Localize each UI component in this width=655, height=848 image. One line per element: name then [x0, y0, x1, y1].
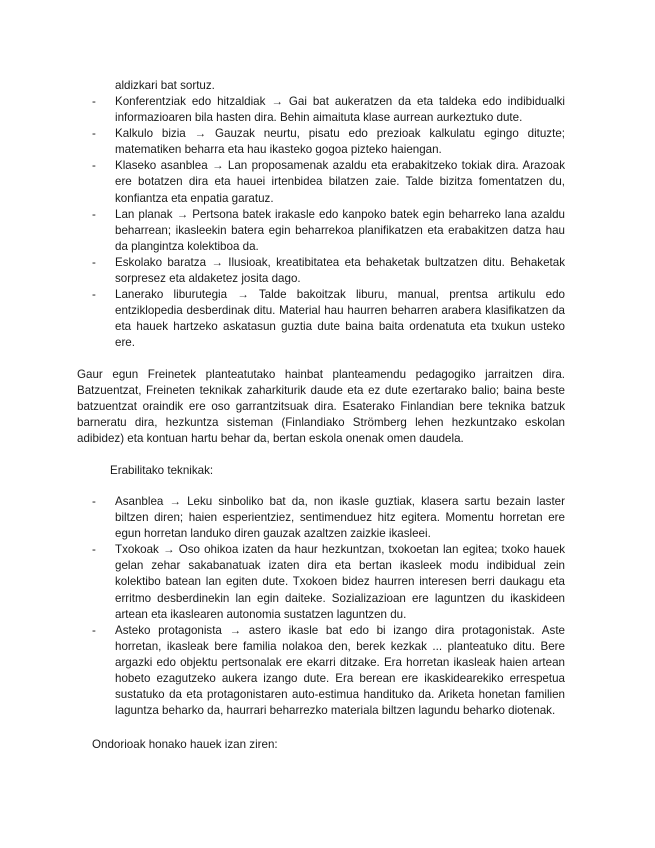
- techniques-list: [92, 494, 565, 719]
- list-item: [92, 94, 565, 126]
- list-item: [92, 287, 565, 351]
- techniques-heading: Erabilitako teknikak:: [110, 464, 214, 477]
- list-item-text: Kalkulo bizia → Gauzak neurtu, pisatu edo prezioak kalkulatu egingo dituzte; matematiken beharra eta hau ikasteko gogoa pizteko haiengan.: [115, 127, 565, 157]
- body-paragraph: Gaur egun Freinetek planteatutako hainbat planteamendu pedagogiko jarraitzen dira. Batzuentzat, Freineten teknikak zaharkiturik daude eta ez dute ezertarako balio; baina beste batzuentzat oraindik ere oso garrantzitsuak dira. Esaterako Finlandian bere teknika batzuk barneratu dira, hezkuntza sisteman (Finlandiako Strömberg lehen hezkuntzako eskolan adibidez) eta kontuan hartu behar da, bertan eskola onenak omen daudela.: [77, 368, 565, 446]
- bullet-dash: -: [92, 207, 96, 221]
- bullet-dash: -: [92, 288, 96, 302]
- list-item-text: Konferentziak edo hitzaldiak → Gai bat aukeratzen da eta taldeka edo indibidualki informazioaren bila hasten dira. Behin aimaituta klase aurrean aurkeztuko dute.: [115, 95, 565, 125]
- bullet-dash: -: [92, 95, 96, 108]
- list-item-text: Klaseko asanblea → Lan proposamenak azaldu eta erabakitzeko tokiak dira. Arazoak ere botatzen dira eta hauei irtenbidea bilatzen zaie. Talde bizitza fomentatzen du, konfiantza eta enpatia garatuz.: [115, 159, 565, 205]
- list-item: [92, 255, 565, 287]
- continuation-line: aldizkari bat sortuz.: [115, 79, 215, 92]
- list-item: [92, 494, 565, 542]
- bullet-dash: -: [92, 495, 96, 508]
- list-item: [92, 623, 565, 720]
- list-item-text: Asteko protagonista → astero ikasle bat edo bi izango dira protagonistak. Aste horretan, ikasleak bere familia nolakoa den, berek kezkak ... planteatuko ditu. Bere argazki edo objektu pertsonalak ere ekarri ditzake. Era horretan ikasleak haien artean hobeto ezagutzeko aukera izango dute. Era berean ere ikaskidearekiko errespetua sustatuko da eta protagonistaren auto-estimua handituko da. Ariketa honetan familien laguntza beharko da, haurrari beharrezko materiala biltzen lagundu beharko diotenak.: [115, 623, 565, 718]
- activities-list: [92, 94, 565, 352]
- list-item: [92, 542, 565, 622]
- list-item: [92, 126, 565, 158]
- bullet-dash: -: [92, 255, 96, 269]
- list-item-text: Txokoak → Oso ohikoa izaten da haur hezkuntzan, txokoetan lan egitea; txoko hauek gelan zehar sakabanatuak izaten dira eta bertan ikasleek modu indibidual zein kolektibo batean lan egiten dute. Txokoen bidez haurren interesen berri daukagu eta erritmo desberdinekin lan egin daiteke. Sozializazioan ere laguntzen du ikaskideen artean eta ikaslearen autonomia sustatzen laguntzen du.: [115, 543, 565, 621]
- list-item-text: Asanblea → Leku sinboliko bat da, non ikasle guztiak, klasera sartu bezain laster biltzen diren; haien esperientziez, sentimenduez hitz egitera. Momentu horretan ere egun horretan landuko diren gauzak azaltzen zaizkie ikasleei.: [115, 495, 565, 541]
- conclusions-heading: Ondorioak honako hauek izan ziren:: [92, 738, 278, 751]
- list-item: [92, 158, 565, 206]
- bullet-dash: -: [92, 623, 96, 637]
- bullet-dash: -: [92, 543, 96, 557]
- list-item-text: Eskolako baratza → Ilusioak, kreatibitatea eta behaketak bultzatzen ditu. Behaketak sorpresez eta aldaketez josita dago.: [115, 255, 565, 286]
- list-item-text: Lan planak → Pertsona batek irakasle edo kanpoko batek egin beharreko lana azaldu beharrean; ikasleekin batera egin beharrekoa planifikatzen eta erabakitzen datza hau da plangintza kolektiboa da.: [115, 207, 565, 253]
- list-item: [92, 207, 565, 255]
- bullet-dash: -: [92, 159, 96, 173]
- list-item-text: Lanerako liburutegia → Talde bakoitzak liburu, manual, prentsa artikulu edo entziklopedia desberdinak ditu. Material hau haurren beharren arabera klasifikatzen da eta hauek hartzeko askatasun guztia dute baina baita ordenatuta eta txukun usteko ere.: [115, 288, 565, 350]
- bullet-dash: -: [92, 127, 96, 141]
